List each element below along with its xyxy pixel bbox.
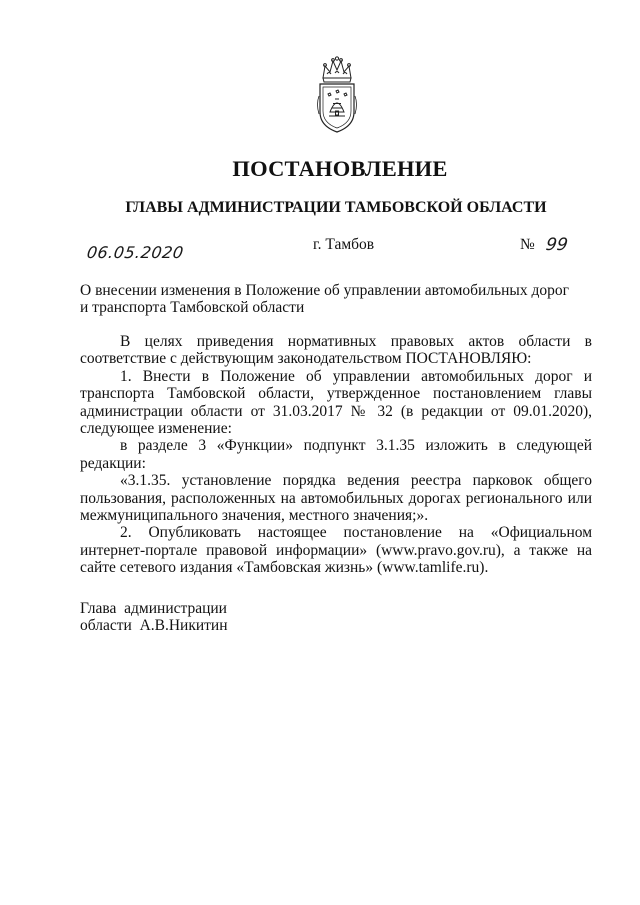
body-paragraph: в разделе 3 «Функции» подпункт 3.1.35 изложить в следующей редакции: <box>80 437 592 472</box>
document-subtitle: ГЛАВЫ АДМИНИСТРАЦИИ ТАМБОВСКОЙ ОБЛАСТИ <box>125 199 547 216</box>
body-paragraph: 1. Внести в Положение об управлении автомобильных дорог и транспорта Тамбовской области, утвержденное постановлением главы администрации области от 31.03.2017 № 32 (в редакции от 09.01.2020), следующее изменение: <box>80 367 592 438</box>
subject-line: и транспорта Тамбовской области <box>80 298 305 316</box>
body-paragraph: В целях приведения нормативных правовых актов области в соответствие с действующим законодательством ПОСТАНОВЛЯЮ: <box>80 333 592 368</box>
document-subject <box>80 283 600 316</box>
signature-position: Глава администрации <box>80 600 227 617</box>
document-date: 06.05.2020 <box>85 243 185 262</box>
document-title: ПОСТАНОВЛЕНИЕ <box>232 156 448 181</box>
document-body <box>80 333 592 577</box>
document-city: г. Тамбов <box>313 236 375 253</box>
document-number-label: № <box>520 236 535 253</box>
signature-block <box>80 600 228 634</box>
document-number: 99 <box>544 235 570 255</box>
subject-line: О внесении изменения в Положение об управлении автомобильных дорог <box>80 282 569 299</box>
tambov-coat-of-arms-icon <box>315 56 359 136</box>
body-paragraph: 2. Опубликовать настоящее постановление на «Официальном интернет-портале правовой информации» (www.pravo.gov.ru), а также на сайте сетевого издания «Тамбовская жизнь» (www.tamlife.ru). <box>80 524 592 577</box>
body-paragraph: «3.1.35. установление порядка ведения реестра парковок общего пользования, расположенных на автомобильных дорогах регионального или межмуниципального значения, местного значения;». <box>80 472 592 525</box>
signature-name: области А.В.Никитин <box>80 617 228 634</box>
